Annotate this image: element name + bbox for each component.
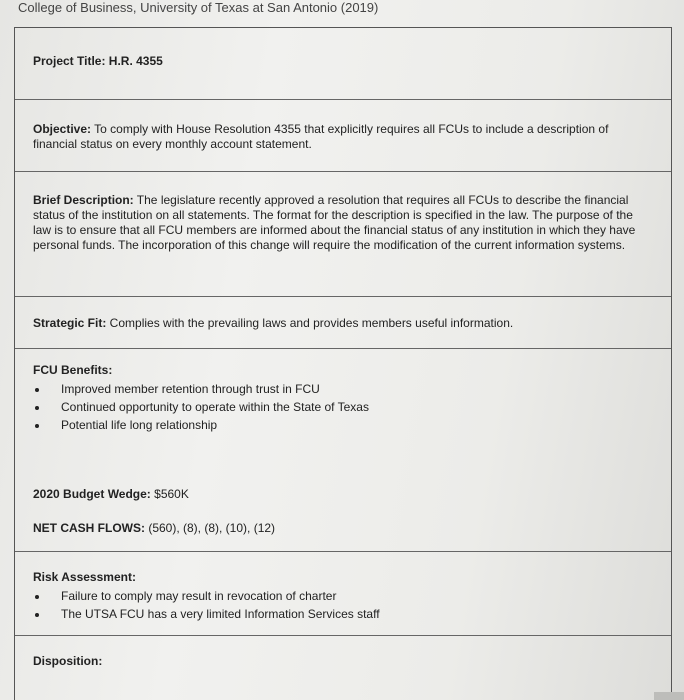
project-form xyxy=(14,27,672,700)
risk-list xyxy=(33,589,653,622)
objective-text: To comply with House Resolution 4355 that explicitly requires all FCUs to include a description of financial status on every monthly account statement. xyxy=(33,122,609,151)
budget-line xyxy=(33,487,653,502)
strategic-fit-label: Strategic Fit: xyxy=(33,316,107,330)
fcu-benefits-label: FCU Benefits: xyxy=(33,363,113,377)
risk-item: The UTSA FCU has a very limited Information Services staff xyxy=(61,607,653,622)
benefits-budget-row xyxy=(15,349,671,552)
brief-description-label: Brief Description: xyxy=(33,193,134,207)
project-title-row xyxy=(15,28,671,100)
disposition-row xyxy=(15,636,671,696)
header-title: College of Business, University of Texas at San Antonio (2019) xyxy=(18,0,379,15)
cash-flows-label: NET CASH FLOWS: xyxy=(33,521,145,535)
disposition-label: Disposition: xyxy=(33,654,103,668)
strategic-fit-text: Complies with the prevailing laws and provides members useful information. xyxy=(106,316,514,330)
benefit-item: Improved member retention through trust in FCU xyxy=(61,382,653,397)
risk-row xyxy=(15,552,671,636)
project-title-value: H.R. 4355 xyxy=(105,54,163,68)
page-corner xyxy=(654,692,684,700)
strategic-fit-row xyxy=(15,297,671,349)
project-title-label: Project Title: xyxy=(33,54,106,68)
benefit-item: Potential life long relationship xyxy=(61,418,653,433)
brief-description-text: The legislature recently approved a resolution that requires all FCUs to describe the financial status of the institution on all statements. The format for the description is specified in the law. The purpose of the law is to ensure that all FCU members are informed about the financial status of any institution in which they have personal funds. The incorporation of this change will require the modification of the current information systems. xyxy=(33,193,636,252)
cash-flows-value: (560), (8), (8), (10), (12) xyxy=(145,521,276,535)
risk-label: Risk Assessment: xyxy=(33,570,136,584)
objective-label: Objective: xyxy=(33,122,92,136)
benefit-item: Continued opportunity to operate within the State of Texas xyxy=(61,400,653,415)
fcu-benefits-list xyxy=(33,382,653,433)
cash-flows-line xyxy=(33,521,653,536)
brief-description-row xyxy=(15,172,671,297)
risk-item: Failure to comply may result in revocation of charter xyxy=(61,589,653,604)
budget-value: $560K xyxy=(150,487,189,501)
objective-row xyxy=(15,100,671,172)
budget-label: 2020 Budget Wedge: xyxy=(33,487,151,501)
